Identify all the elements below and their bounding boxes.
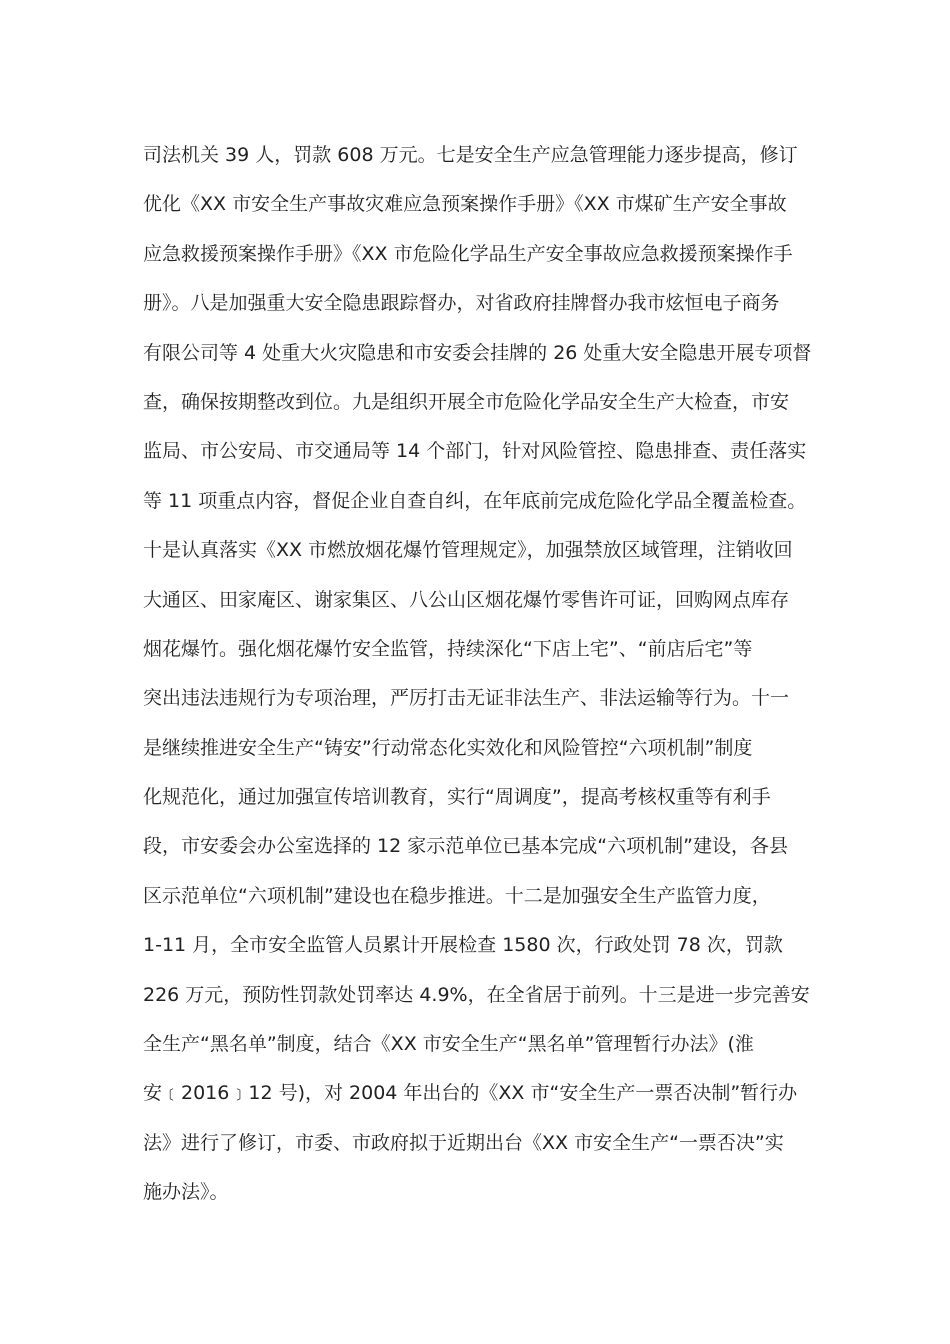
text-line: 烟花爆竹。强化烟花爆竹安全监管，持续深化“下店上宅”、“前店后宅”等 xyxy=(143,637,753,660)
text-line: 突出违法违规行为专项治理，严厉打击无证非法生产、非法运输等行为。十一 xyxy=(143,687,790,710)
text-line: 司法机关 39 人，罚款 608 万元。七是安全生产应急管理能力逐步提高，修订 xyxy=(143,144,798,166)
text-line: 施办法》。 xyxy=(143,1181,229,1204)
text-line: 全生产“黑名单”制度，结合《XX 市安全生产“黑名单”管理暂行办法》(淮 xyxy=(143,1033,754,1056)
text-line: 查，确保按期整改到位。九是组织开展全市危险化学品安全生产大检查，市安 xyxy=(143,390,790,413)
text-line: 1-11 月，全市安全监管人员累计开展检查 1580 次，行政处罚 78 次，罚款 xyxy=(143,934,783,957)
text-line: 应急救援预案操作手册》《XX 市危险化学品生产安全事故应急救援预案操作手 xyxy=(143,242,793,265)
text-line: 是继续推进安全生产“铸安”行动常态化实效化和风险管控“六项机制”制度 xyxy=(143,736,753,759)
text-line: 册》。八是加强重大安全隐患跟踪督办，对省政府挂牌督办我市炫恒电子商务 xyxy=(143,292,780,315)
text-line: 区示范单位“六项机制”建设也在稳步推进。十二是加强安全生产监管力度， xyxy=(143,884,771,907)
text-line: 法》进行了修订，市委、市政府拟于近期出台《XX 市安全生产“一票否决”实 xyxy=(143,1131,784,1154)
text-line: 化规范化，通过加强宣传培训教育，实行“周调度”，提高考核权重等有利手 xyxy=(143,786,771,809)
text-line: 226 万元，预防性罚款处罚率达 4.9%，在全省居于前列。十三是进一步完善安 xyxy=(143,983,810,1006)
text-line: 监局、市公安局、市交通局等 14 个部门，针对风险管控、隐患排查、责任落实 xyxy=(143,440,807,463)
text-line: 大通区、田家庵区、谢家集区、八公山区烟花爆竹零售许可证，回购网点库存 xyxy=(143,588,790,611)
text-line: 优化《XX 市安全生产事故灾难应急预案操作手册》《XX 市煤矿生产安全事故 xyxy=(143,193,787,216)
text-line: 段，市安委会办公室选择的 12 家示范单位已基本完成“六项机制”建设，各县 xyxy=(143,835,788,858)
text-line: 安﹝2016﹞12 号)，对 2004 年出台的《XX 市“安全生产一票否决制”暂行办 xyxy=(143,1082,798,1105)
text-line: 有限公司等 4 处重大火灾隐患和市安委会挂牌的 26 处重大安全隐患开展专项督 xyxy=(143,341,812,364)
text-line: 十是认真落实《XX 市燃放烟花爆竹管理规定》，加强禁放区域管理，注销收回 xyxy=(143,539,793,562)
body-text xyxy=(143,131,823,1218)
text-line: 等 11 项重点内容，督促企业自查自纠，在年底前完成危险化学品全覆盖检查。 xyxy=(143,489,807,512)
